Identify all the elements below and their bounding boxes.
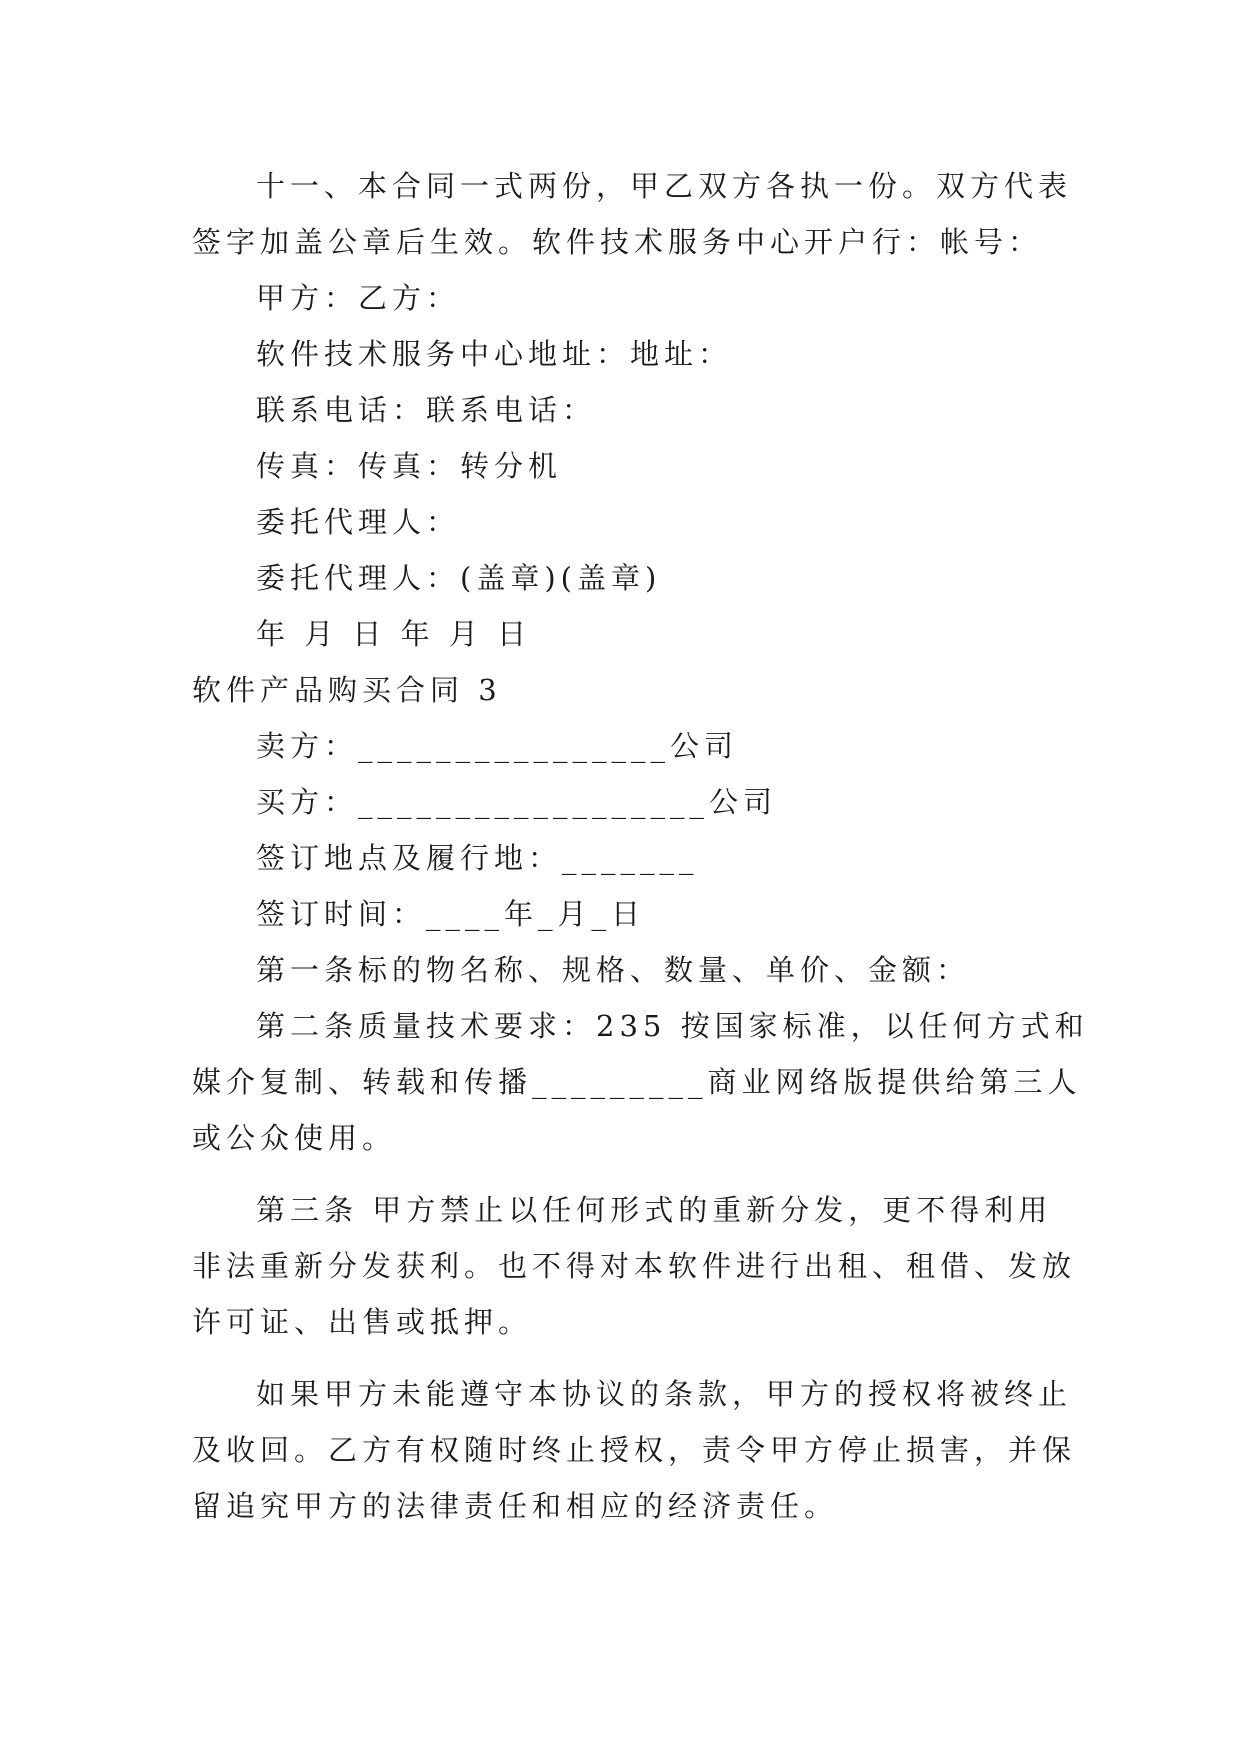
article-2-line-1: 第二条质量技术要求：235 按国家标准，以任何方式和 bbox=[256, 1009, 1089, 1043]
article-2-line-3: 或公众使用。 bbox=[192, 1121, 397, 1155]
buyer-line: 买方：__________________公司 bbox=[256, 785, 778, 819]
clause-11-line-2: 签字加盖公章后生效。软件技术服务中心开户行：帐号： bbox=[192, 225, 1043, 259]
signing-date-line: 签订时间：____年_月_日 bbox=[256, 897, 646, 931]
seller-line: 卖方：________________公司 bbox=[256, 729, 739, 763]
clause-11-line-1: 十一、本合同一式两份，甲乙双方各执一份。双方代表 bbox=[256, 169, 1073, 203]
termination-line-2: 及收回。乙方有权随时终止授权，责令甲方停止损害，并保 bbox=[192, 1433, 1077, 1467]
address-line: 软件技术服务中心地址：地址： bbox=[256, 337, 733, 371]
termination-line-3: 留追究甲方的法律责任和相应的经济责任。 bbox=[192, 1489, 839, 1523]
article-3-line-3: 许可证、出售或抵押。 bbox=[192, 1305, 533, 1339]
party-a-b-line: 甲方：乙方： bbox=[256, 281, 461, 315]
article-2-line-2: 媒介复制、转载和传播_________商业网络版提供给第三人 bbox=[192, 1065, 1082, 1099]
phone-line: 联系电话：联系电话： bbox=[256, 393, 597, 427]
article-3-line-2: 非法重新分发获利。也不得对本软件进行出租、租借、发放 bbox=[192, 1249, 1077, 1283]
agent-seal-line: 委托代理人：(盖章)(盖章) bbox=[256, 561, 662, 595]
fax-line: 传真：传真：转分机 bbox=[256, 449, 563, 483]
termination-line-1: 如果甲方未能遵守本协议的条款，甲方的授权将被终止 bbox=[256, 1377, 1073, 1411]
signing-place-line: 签订地点及履行地：_______ bbox=[256, 841, 699, 875]
agent-line: 委托代理人： bbox=[256, 505, 461, 539]
date-line: 年 月 日 年 月 日 bbox=[256, 617, 532, 651]
article-3-line-1: 第三条 甲方禁止以任何形式的重新分发，更不得利用 bbox=[256, 1193, 1053, 1227]
section-title: 软件产品购买合同 3 bbox=[192, 673, 502, 707]
article-1-line: 第一条标的物名称、规格、数量、单价、金额： bbox=[256, 953, 971, 987]
